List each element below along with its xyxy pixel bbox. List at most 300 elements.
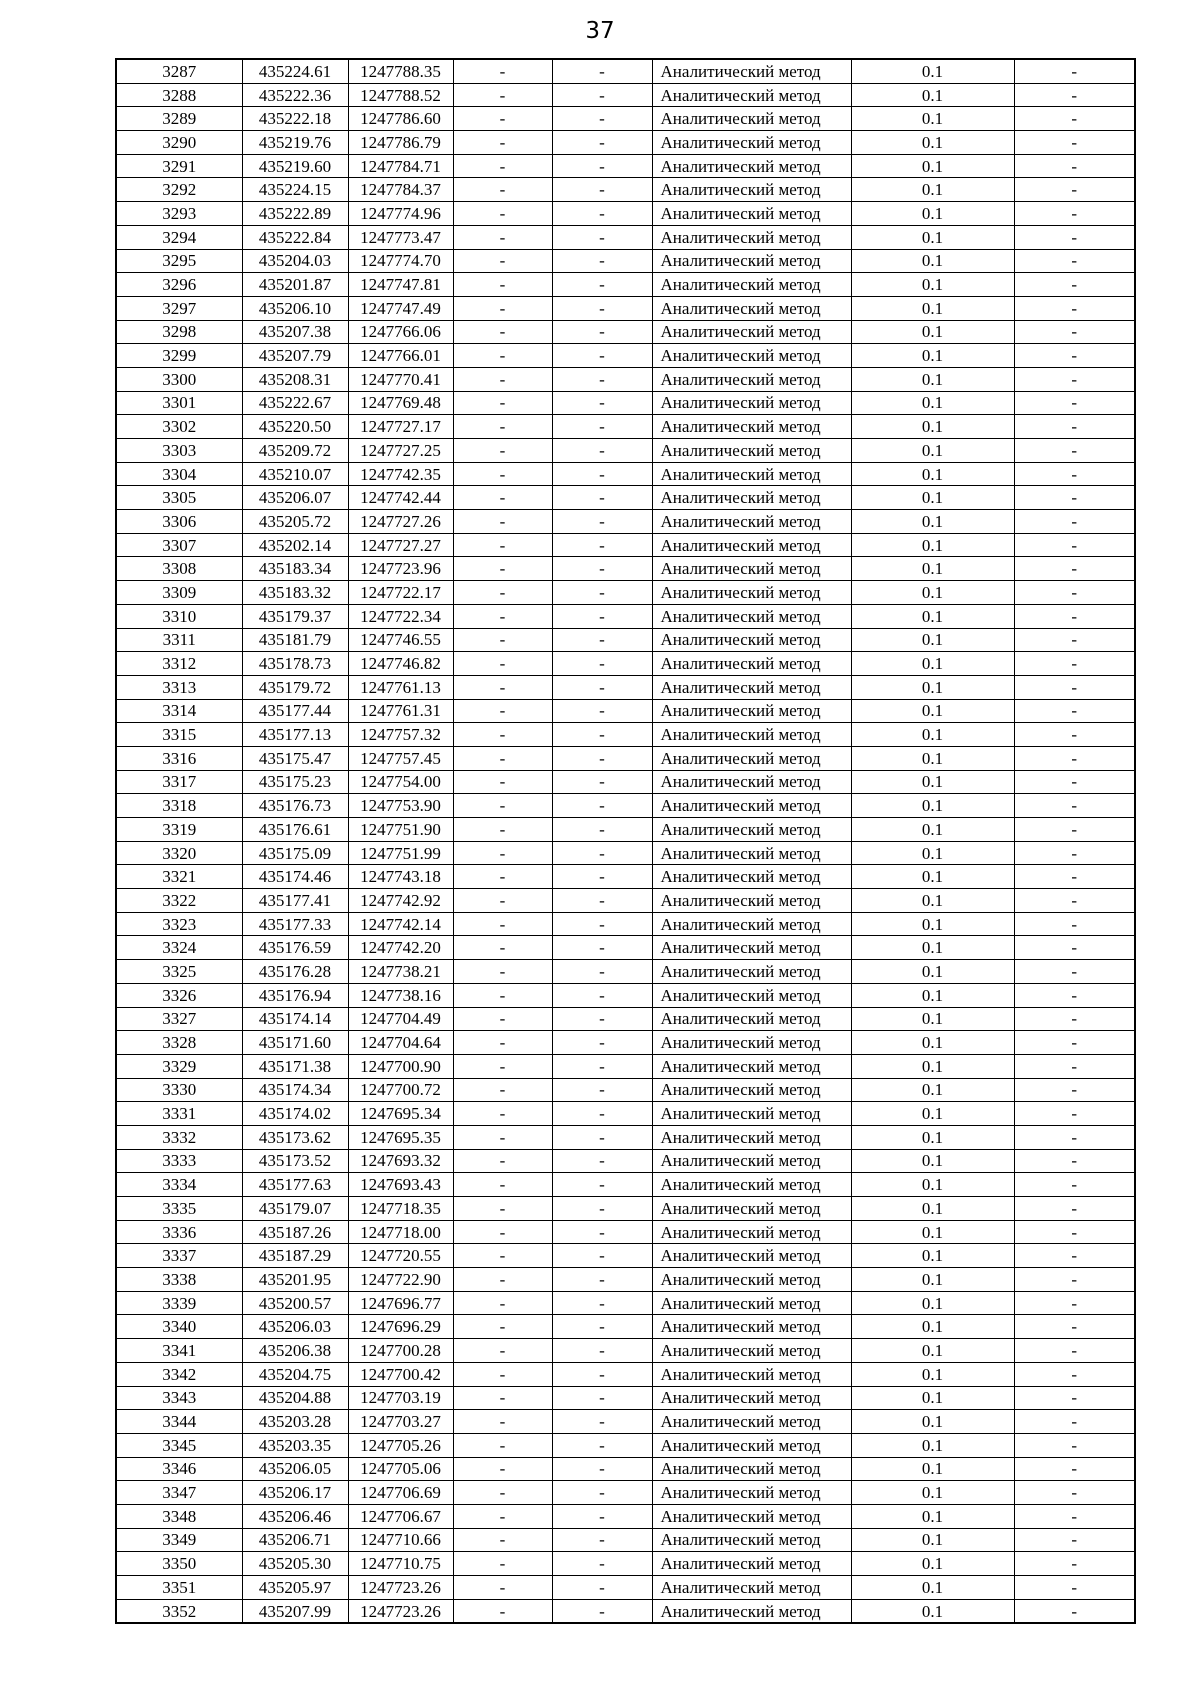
table-row xyxy=(116,1410,1135,1434)
empty-cell: - xyxy=(453,415,552,439)
precision-cell: 0.1 xyxy=(851,344,1014,368)
empty-cell: - xyxy=(453,1291,552,1315)
empty-cell: - xyxy=(453,889,552,913)
empty-cell: - xyxy=(1014,1244,1135,1268)
method-cell: Аналитический метод xyxy=(652,225,851,249)
empty-cell: - xyxy=(453,107,552,131)
empty-cell: - xyxy=(1014,1125,1135,1149)
y-coordinate-cell: 1247696.77 xyxy=(348,1291,453,1315)
precision-cell: 0.1 xyxy=(851,865,1014,889)
x-coordinate-cell: 435179.37 xyxy=(242,604,348,628)
empty-cell: - xyxy=(1014,367,1135,391)
precision-cell: 0.1 xyxy=(851,770,1014,794)
empty-cell: - xyxy=(1014,178,1135,202)
x-coordinate-cell: 435173.62 xyxy=(242,1125,348,1149)
precision-cell: 0.1 xyxy=(851,557,1014,581)
empty-cell: - xyxy=(453,1197,552,1221)
y-coordinate-cell: 1247706.67 xyxy=(348,1504,453,1528)
table-row xyxy=(116,604,1135,628)
table-row xyxy=(116,1031,1135,1055)
table-row xyxy=(116,1102,1135,1126)
table-row xyxy=(116,960,1135,984)
y-coordinate-cell: 1247727.25 xyxy=(348,439,453,463)
point-number-cell: 3338 xyxy=(116,1268,242,1292)
table-row xyxy=(116,841,1135,865)
precision-cell: 0.1 xyxy=(851,1244,1014,1268)
empty-cell: - xyxy=(1014,320,1135,344)
method-cell: Аналитический метод xyxy=(652,1102,851,1126)
table-row xyxy=(116,1220,1135,1244)
y-coordinate-cell: 1247722.90 xyxy=(348,1268,453,1292)
table-row xyxy=(116,1339,1135,1363)
point-number-cell: 3346 xyxy=(116,1457,242,1481)
empty-cell: - xyxy=(1014,1054,1135,1078)
table-row xyxy=(116,510,1135,534)
x-coordinate-cell: 435222.84 xyxy=(242,225,348,249)
x-coordinate-cell: 435173.52 xyxy=(242,1149,348,1173)
precision-cell: 0.1 xyxy=(851,675,1014,699)
point-number-cell: 3320 xyxy=(116,841,242,865)
precision-cell: 0.1 xyxy=(851,1481,1014,1505)
method-cell: Аналитический метод xyxy=(652,1268,851,1292)
method-cell: Аналитический метод xyxy=(652,462,851,486)
table-row xyxy=(116,770,1135,794)
y-coordinate-cell: 1247703.27 xyxy=(348,1410,453,1434)
precision-cell: 0.1 xyxy=(851,1315,1014,1339)
table-body xyxy=(116,59,1135,1623)
y-coordinate-cell: 1247757.45 xyxy=(348,746,453,770)
y-coordinate-cell: 1247700.90 xyxy=(348,1054,453,1078)
table-row xyxy=(116,1576,1135,1600)
table-row xyxy=(116,1362,1135,1386)
point-number-cell: 3332 xyxy=(116,1125,242,1149)
method-cell: Аналитический метод xyxy=(652,1362,851,1386)
point-number-cell: 3324 xyxy=(116,936,242,960)
x-coordinate-cell: 435183.32 xyxy=(242,581,348,605)
empty-cell: - xyxy=(1014,983,1135,1007)
point-number-cell: 3289 xyxy=(116,107,242,131)
precision-cell: 0.1 xyxy=(851,59,1014,83)
y-coordinate-cell: 1247774.96 xyxy=(348,202,453,226)
empty-cell: - xyxy=(453,154,552,178)
table-row xyxy=(116,533,1135,557)
point-number-cell: 3287 xyxy=(116,59,242,83)
empty-cell: - xyxy=(552,746,652,770)
empty-cell: - xyxy=(453,581,552,605)
y-coordinate-cell: 1247743.18 xyxy=(348,865,453,889)
x-coordinate-cell: 435179.07 xyxy=(242,1197,348,1221)
precision-cell: 0.1 xyxy=(851,154,1014,178)
method-cell: Аналитический метод xyxy=(652,1552,851,1576)
precision-cell: 0.1 xyxy=(851,1362,1014,1386)
point-number-cell: 3308 xyxy=(116,557,242,581)
method-cell: Аналитический метод xyxy=(652,1386,851,1410)
y-coordinate-cell: 1247723.96 xyxy=(348,557,453,581)
empty-cell: - xyxy=(552,1220,652,1244)
precision-cell: 0.1 xyxy=(851,1173,1014,1197)
x-coordinate-cell: 435176.61 xyxy=(242,818,348,842)
precision-cell: 0.1 xyxy=(851,889,1014,913)
empty-cell: - xyxy=(1014,557,1135,581)
y-coordinate-cell: 1247784.71 xyxy=(348,154,453,178)
precision-cell: 0.1 xyxy=(851,1054,1014,1078)
empty-cell: - xyxy=(1014,746,1135,770)
table-row xyxy=(116,296,1135,320)
precision-cell: 0.1 xyxy=(851,628,1014,652)
x-coordinate-cell: 435205.97 xyxy=(242,1576,348,1600)
method-cell: Аналитический метод xyxy=(652,202,851,226)
precision-cell: 0.1 xyxy=(851,960,1014,984)
y-coordinate-cell: 1247738.21 xyxy=(348,960,453,984)
empty-cell: - xyxy=(552,841,652,865)
y-coordinate-cell: 1247747.49 xyxy=(348,296,453,320)
precision-cell: 0.1 xyxy=(851,273,1014,297)
point-number-cell: 3309 xyxy=(116,581,242,605)
empty-cell: - xyxy=(453,983,552,1007)
table-row xyxy=(116,154,1135,178)
method-cell: Аналитический метод xyxy=(652,1244,851,1268)
y-coordinate-cell: 1247727.27 xyxy=(348,533,453,557)
y-coordinate-cell: 1247751.99 xyxy=(348,841,453,865)
point-number-cell: 3318 xyxy=(116,794,242,818)
empty-cell: - xyxy=(552,391,652,415)
y-coordinate-cell: 1247788.52 xyxy=(348,83,453,107)
point-number-cell: 3352 xyxy=(116,1599,242,1623)
method-cell: Аналитический метод xyxy=(652,983,851,1007)
point-number-cell: 3292 xyxy=(116,178,242,202)
table-row xyxy=(116,1078,1135,1102)
method-cell: Аналитический метод xyxy=(652,320,851,344)
method-cell: Аналитический метод xyxy=(652,865,851,889)
table-row xyxy=(116,107,1135,131)
table-row xyxy=(116,391,1135,415)
point-number-cell: 3341 xyxy=(116,1339,242,1363)
empty-cell: - xyxy=(1014,533,1135,557)
x-coordinate-cell: 435222.67 xyxy=(242,391,348,415)
empty-cell: - xyxy=(453,841,552,865)
x-coordinate-cell: 435174.14 xyxy=(242,1007,348,1031)
precision-cell: 0.1 xyxy=(851,1339,1014,1363)
table-row xyxy=(116,1481,1135,1505)
point-number-cell: 3296 xyxy=(116,273,242,297)
x-coordinate-cell: 435187.26 xyxy=(242,1220,348,1244)
table-row xyxy=(116,675,1135,699)
x-coordinate-cell: 435222.36 xyxy=(242,83,348,107)
y-coordinate-cell: 1247784.37 xyxy=(348,178,453,202)
method-cell: Аналитический метод xyxy=(652,936,851,960)
empty-cell: - xyxy=(453,273,552,297)
x-coordinate-cell: 435187.29 xyxy=(242,1244,348,1268)
empty-cell: - xyxy=(1014,486,1135,510)
empty-cell: - xyxy=(1014,1268,1135,1292)
point-number-cell: 3323 xyxy=(116,912,242,936)
precision-cell: 0.1 xyxy=(851,83,1014,107)
point-number-cell: 3322 xyxy=(116,889,242,913)
y-coordinate-cell: 1247766.06 xyxy=(348,320,453,344)
point-number-cell: 3304 xyxy=(116,462,242,486)
empty-cell: - xyxy=(1014,1339,1135,1363)
empty-cell: - xyxy=(552,581,652,605)
table-row xyxy=(116,1268,1135,1292)
x-coordinate-cell: 435176.94 xyxy=(242,983,348,1007)
empty-cell: - xyxy=(453,1457,552,1481)
method-cell: Аналитический метод xyxy=(652,675,851,699)
precision-cell: 0.1 xyxy=(851,1149,1014,1173)
table-row xyxy=(116,367,1135,391)
point-number-cell: 3313 xyxy=(116,675,242,699)
precision-cell: 0.1 xyxy=(851,1125,1014,1149)
method-cell: Аналитический метод xyxy=(652,367,851,391)
precision-cell: 0.1 xyxy=(851,1433,1014,1457)
empty-cell: - xyxy=(1014,1149,1135,1173)
method-cell: Аналитический метод xyxy=(652,1504,851,1528)
table-row xyxy=(116,699,1135,723)
table-row xyxy=(116,1599,1135,1623)
y-coordinate-cell: 1247761.31 xyxy=(348,699,453,723)
empty-cell: - xyxy=(1014,154,1135,178)
empty-cell: - xyxy=(552,1339,652,1363)
empty-cell: - xyxy=(552,1410,652,1434)
empty-cell: - xyxy=(552,249,652,273)
point-number-cell: 3301 xyxy=(116,391,242,415)
precision-cell: 0.1 xyxy=(851,818,1014,842)
empty-cell: - xyxy=(552,865,652,889)
empty-cell: - xyxy=(552,604,652,628)
empty-cell: - xyxy=(552,1244,652,1268)
empty-cell: - xyxy=(552,154,652,178)
empty-cell: - xyxy=(1014,1433,1135,1457)
empty-cell: - xyxy=(453,818,552,842)
method-cell: Аналитический метод xyxy=(652,1197,851,1221)
empty-cell: - xyxy=(552,699,652,723)
precision-cell: 0.1 xyxy=(851,178,1014,202)
empty-cell: - xyxy=(453,1576,552,1600)
empty-cell: - xyxy=(1014,1078,1135,1102)
method-cell: Аналитический метод xyxy=(652,960,851,984)
y-coordinate-cell: 1247710.66 xyxy=(348,1528,453,1552)
empty-cell: - xyxy=(552,367,652,391)
point-number-cell: 3342 xyxy=(116,1362,242,1386)
precision-cell: 0.1 xyxy=(851,983,1014,1007)
method-cell: Аналитический метод xyxy=(652,723,851,747)
point-number-cell: 3343 xyxy=(116,1386,242,1410)
empty-cell: - xyxy=(552,131,652,155)
empty-cell: - xyxy=(1014,889,1135,913)
empty-cell: - xyxy=(453,746,552,770)
empty-cell: - xyxy=(453,1504,552,1528)
x-coordinate-cell: 435201.95 xyxy=(242,1268,348,1292)
y-coordinate-cell: 1247718.00 xyxy=(348,1220,453,1244)
empty-cell: - xyxy=(453,652,552,676)
table-row xyxy=(116,1552,1135,1576)
empty-cell: - xyxy=(453,202,552,226)
precision-cell: 0.1 xyxy=(851,1007,1014,1031)
empty-cell: - xyxy=(453,439,552,463)
empty-cell: - xyxy=(552,1197,652,1221)
table-row xyxy=(116,273,1135,297)
y-coordinate-cell: 1247727.17 xyxy=(348,415,453,439)
precision-cell: 0.1 xyxy=(851,296,1014,320)
table-row xyxy=(116,865,1135,889)
y-coordinate-cell: 1247705.06 xyxy=(348,1457,453,1481)
y-coordinate-cell: 1247770.41 xyxy=(348,367,453,391)
precision-cell: 0.1 xyxy=(851,1031,1014,1055)
empty-cell: - xyxy=(453,1125,552,1149)
table-row xyxy=(116,1386,1135,1410)
x-coordinate-cell: 435208.31 xyxy=(242,367,348,391)
x-coordinate-cell: 435206.46 xyxy=(242,1504,348,1528)
empty-cell: - xyxy=(1014,1007,1135,1031)
y-coordinate-cell: 1247754.00 xyxy=(348,770,453,794)
y-coordinate-cell: 1247773.47 xyxy=(348,225,453,249)
precision-cell: 0.1 xyxy=(851,131,1014,155)
x-coordinate-cell: 435174.46 xyxy=(242,865,348,889)
empty-cell: - xyxy=(552,1528,652,1552)
table-row xyxy=(116,1244,1135,1268)
x-coordinate-cell: 435178.73 xyxy=(242,652,348,676)
x-coordinate-cell: 435222.18 xyxy=(242,107,348,131)
y-coordinate-cell: 1247742.92 xyxy=(348,889,453,913)
empty-cell: - xyxy=(453,1173,552,1197)
empty-cell: - xyxy=(1014,794,1135,818)
coordinates-table xyxy=(115,58,1136,1624)
x-coordinate-cell: 435174.34 xyxy=(242,1078,348,1102)
point-number-cell: 3321 xyxy=(116,865,242,889)
empty-cell: - xyxy=(552,818,652,842)
empty-cell: - xyxy=(453,794,552,818)
x-coordinate-cell: 435171.60 xyxy=(242,1031,348,1055)
point-number-cell: 3307 xyxy=(116,533,242,557)
table-row xyxy=(116,1149,1135,1173)
empty-cell: - xyxy=(552,723,652,747)
point-number-cell: 3317 xyxy=(116,770,242,794)
empty-cell: - xyxy=(453,1244,552,1268)
y-coordinate-cell: 1247700.28 xyxy=(348,1339,453,1363)
empty-cell: - xyxy=(1014,107,1135,131)
empty-cell: - xyxy=(1014,1599,1135,1623)
empty-cell: - xyxy=(552,1149,652,1173)
y-coordinate-cell: 1247746.55 xyxy=(348,628,453,652)
table-row xyxy=(116,1054,1135,1078)
empty-cell: - xyxy=(1014,1315,1135,1339)
point-number-cell: 3298 xyxy=(116,320,242,344)
empty-cell: - xyxy=(552,1173,652,1197)
y-coordinate-cell: 1247742.14 xyxy=(348,912,453,936)
empty-cell: - xyxy=(453,628,552,652)
empty-cell: - xyxy=(1014,581,1135,605)
method-cell: Аналитический метод xyxy=(652,83,851,107)
empty-cell: - xyxy=(453,1386,552,1410)
point-number-cell: 3328 xyxy=(116,1031,242,1055)
empty-cell: - xyxy=(552,983,652,1007)
table-row xyxy=(116,1433,1135,1457)
x-coordinate-cell: 435175.23 xyxy=(242,770,348,794)
empty-cell: - xyxy=(1014,1528,1135,1552)
empty-cell: - xyxy=(1014,1220,1135,1244)
x-coordinate-cell: 435207.99 xyxy=(242,1599,348,1623)
empty-cell: - xyxy=(453,770,552,794)
point-number-cell: 3299 xyxy=(116,344,242,368)
empty-cell: - xyxy=(552,1007,652,1031)
x-coordinate-cell: 435175.47 xyxy=(242,746,348,770)
empty-cell: - xyxy=(453,699,552,723)
empty-cell: - xyxy=(1014,225,1135,249)
empty-cell: - xyxy=(552,770,652,794)
point-number-cell: 3297 xyxy=(116,296,242,320)
empty-cell: - xyxy=(552,912,652,936)
empty-cell: - xyxy=(552,1433,652,1457)
point-number-cell: 3331 xyxy=(116,1102,242,1126)
point-number-cell: 3319 xyxy=(116,818,242,842)
precision-cell: 0.1 xyxy=(851,202,1014,226)
x-coordinate-cell: 435220.50 xyxy=(242,415,348,439)
precision-cell: 0.1 xyxy=(851,1291,1014,1315)
empty-cell: - xyxy=(1014,675,1135,699)
method-cell: Аналитический метод xyxy=(652,1007,851,1031)
method-cell: Аналитический метод xyxy=(652,746,851,770)
precision-cell: 0.1 xyxy=(851,1078,1014,1102)
table-row xyxy=(116,83,1135,107)
method-cell: Аналитический метод xyxy=(652,1031,851,1055)
empty-cell: - xyxy=(453,604,552,628)
point-number-cell: 3291 xyxy=(116,154,242,178)
precision-cell: 0.1 xyxy=(851,107,1014,131)
x-coordinate-cell: 435203.28 xyxy=(242,1410,348,1434)
method-cell: Аналитический метод xyxy=(652,510,851,534)
x-coordinate-cell: 435177.33 xyxy=(242,912,348,936)
point-number-cell: 3329 xyxy=(116,1054,242,1078)
empty-cell: - xyxy=(552,960,652,984)
empty-cell: - xyxy=(1014,1362,1135,1386)
empty-cell: - xyxy=(453,865,552,889)
empty-cell: - xyxy=(552,1291,652,1315)
x-coordinate-cell: 435183.34 xyxy=(242,557,348,581)
point-number-cell: 3311 xyxy=(116,628,242,652)
table-row xyxy=(116,1315,1135,1339)
x-coordinate-cell: 435210.07 xyxy=(242,462,348,486)
y-coordinate-cell: 1247766.01 xyxy=(348,344,453,368)
precision-cell: 0.1 xyxy=(851,510,1014,534)
method-cell: Аналитический метод xyxy=(652,59,851,83)
empty-cell: - xyxy=(552,202,652,226)
point-number-cell: 3349 xyxy=(116,1528,242,1552)
point-number-cell: 3327 xyxy=(116,1007,242,1031)
table-row xyxy=(116,202,1135,226)
point-number-cell: 3294 xyxy=(116,225,242,249)
empty-cell: - xyxy=(1014,912,1135,936)
y-coordinate-cell: 1247720.55 xyxy=(348,1244,453,1268)
method-cell: Аналитический метод xyxy=(652,1599,851,1623)
y-coordinate-cell: 1247751.90 xyxy=(348,818,453,842)
point-number-cell: 3330 xyxy=(116,1078,242,1102)
x-coordinate-cell: 435204.88 xyxy=(242,1386,348,1410)
empty-cell: - xyxy=(1014,1173,1135,1197)
method-cell: Аналитический метод xyxy=(652,1410,851,1434)
table-row xyxy=(116,1007,1135,1031)
point-number-cell: 3310 xyxy=(116,604,242,628)
empty-cell: - xyxy=(552,1031,652,1055)
table-row xyxy=(116,936,1135,960)
empty-cell: - xyxy=(453,1007,552,1031)
empty-cell: - xyxy=(453,533,552,557)
precision-cell: 0.1 xyxy=(851,794,1014,818)
y-coordinate-cell: 1247742.20 xyxy=(348,936,453,960)
empty-cell: - xyxy=(552,486,652,510)
empty-cell: - xyxy=(1014,415,1135,439)
x-coordinate-cell: 435181.79 xyxy=(242,628,348,652)
x-coordinate-cell: 435206.05 xyxy=(242,1457,348,1481)
empty-cell: - xyxy=(1014,628,1135,652)
